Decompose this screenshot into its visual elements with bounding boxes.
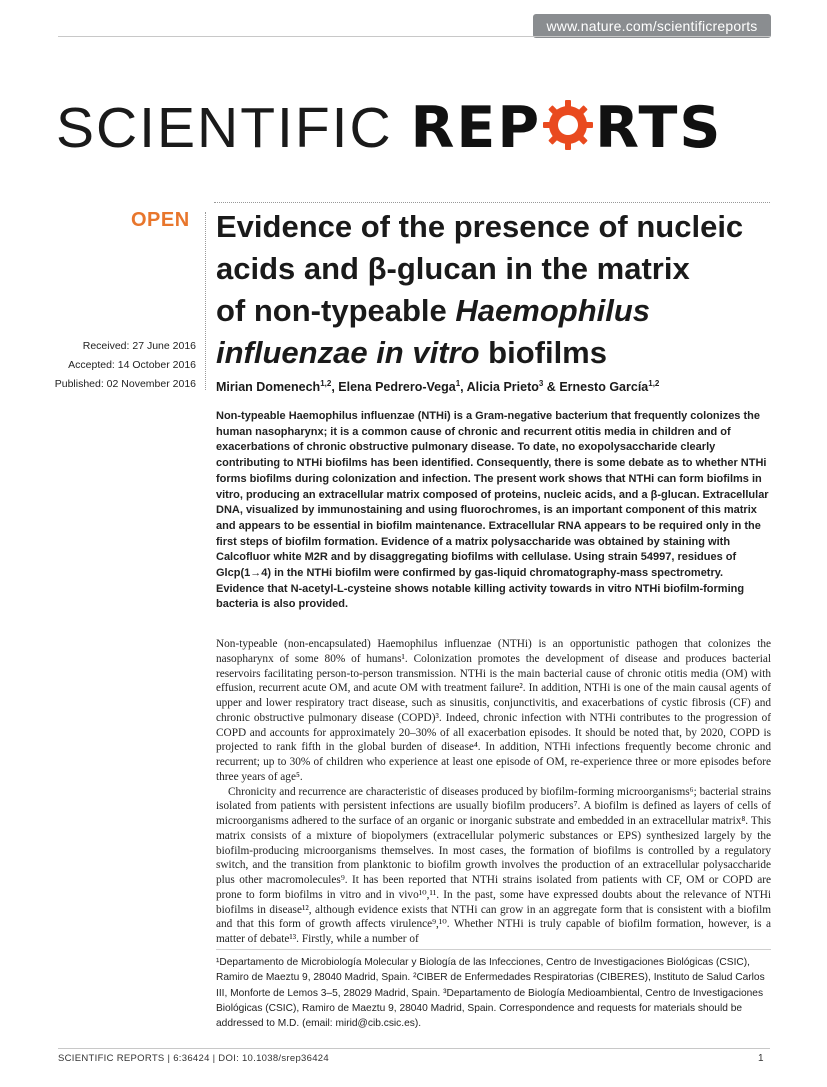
published-date: Published: 02 November 2016 [54, 378, 196, 390]
footer-citation: SCIENTIFIC REPORTS | 6:36424 | DOI: 10.1038/srep36424 [58, 1053, 329, 1064]
page-number: 1 [758, 1053, 764, 1064]
masthead-rts: RTS [595, 95, 723, 161]
author[interactable]: Alicia Prieto$^3$ [466, 379, 544, 395]
sidebar-dotted-rule [205, 212, 206, 390]
open-access-label: OPEN [131, 209, 190, 231]
title-line: influenzae in vitro biofilms [216, 335, 607, 370]
affiliations-divider [216, 949, 771, 950]
gear-icon [542, 96, 594, 148]
affiliations: ¹Departamento de Microbiología Molecular y Biología de las Infecciones, Centro de Investigaciones Biológicas (CSIC), Ramiro de Maeztu 9, 28040 Madrid, Spain. ²CIBER de Enfermedades Respiratorias (CIBERES), Instituto de Salud Carlos III, Monforte de Lemos 3–5, 28029 Madrid, Spain. ³Departamento de Biología Medioambiental, Centro de Investigaciones Biológicas (CSIC), Ramiro de Maeztu 9, 28040 Madrid, Spain. Correspondence and requests for materials should be addressed to M.D. (email: mirid@cib.csic.es). [216, 957, 765, 1030]
body-paragraph: Chronicity and recurrence are characteristic of diseases produced by biofilm-forming microorganisms⁶; bacterial strains isolated from patients with persistent infections are usually biofilm producers⁷. A biofilm is defined as layers of cells of microorganisms adhered to the surface of an organic or inorganic substrate and embedded in an extracellular matrix⁸. This matrix consists of a mixture of biopolymers (extracellular polymeric substances or EPS) synthesized largely by the biofilm-producing microorganisms themselves. In most cases, the formation of biofilms is controlled by a regulatory switch, and the transition from planktonic to biofilm growth involves the production of an extracellular polysaccharide plus other macromolecules⁹. It has been reported that NTHi strains isolated from patients with CF, OM or COPD are prone to form biofilms in vitro and in vivo¹⁰,¹¹. In the past, some have expressed doubts about the relevance of NTHi biofilms in disease¹², although evidence exists that NTHi can grow in an aggregate form that is consistent with a biofilm and that this form of growth affects virulence⁹,¹⁰. Whether NTHi is truly capable of biofilm formation, however, is a matter of debate¹³. Firstly, while a number of [216, 785, 771, 945]
title-line: Evidence of the presence of nucleic [216, 209, 744, 244]
body-paragraph: Non-typeable (non-encapsulated) Haemophilus influenzae (NTHi) is an opportunistic pathogen that colonizes the nasopharynx of some 80% of humans¹. Colonization promotes the development of disease and produces bacterial reservoirs facilitating person-to-person transmission. NTHi is the main bacterial cause of chronic otitis media (OM) with effusion, recurrent acute OM, and acute OM with treatment failure². In addition, NTHi is one of the main causal agents of upper and lower respiratory tract disease, such as sinusitis, conjunctivitis, and exacerbations of cystic fibrosis (CF) and chronic obstructive pulmonary disease (COPD)³. Indeed, chronic infection with NTHi contributes to the progression of COPD and accounts for approximately 20–30% of all exacerbation episodes. It should be noted that, by 2020, COPD is projected to rank fifth in the global burden of disease⁴. In addition, NTHi infections frequently become chronic and recurrent; up to 30% of children who experience at least one episode of OM, re-experience three or more episodes before three years of age⁵. [216, 638, 771, 783]
body-text [216, 637, 771, 947]
abstract: Non-typeable Haemophilus influenzae (NTHi) is a Gram-negative bacterium that frequently colonizes the human nasopharynx; it is a common cause of chronic and recurrent otitis media in children and of exacerbations of chronic obstructive pulmonary disease. To date, no exopolysaccharide clearly contributing to NTHi biofilms has been identified. Consequently, there is some debate as to whether NTHi forms biofilms during colonization and infection. The present work shows that NTHi can form biofilms in vitro, producing an extracellular matrix composed of proteins, nucleic acids, and a β-glucan. Extracellular DNA, visualized by immunostaining and using fluorochromes, is an important component of this matrix and appears to be essential in biofilm maintenance. Extracellular RNA appears to be required only in the first steps of biofilm formation. Evidence of a matrix polysaccharide was obtained by staining with Calcofluor white M2R and by disaggregating biofilms with cellulase. Using strain 54997, residues of Glcp(1→4) in the NTHi biofilm were confirmed by gas-liquid chromatography-mass spectrometry. Evidence that N-acetyl-L-cysteine shows notable killing activity towards in vitro NTHi biofilm-forming bacteria is also provided. [216, 410, 769, 611]
footer-divider [58, 1048, 770, 1049]
title-dotted-rule [214, 202, 770, 203]
author-list: Mirian Domenech$^{1,2}$, Elena Pedrero-Vega$^1$, Alicia Prieto$^3$ & Ernesto García$^{1,2}$ [216, 379, 660, 395]
article-title [216, 206, 771, 374]
masthead-scientific: SCIENTIFIC [56, 96, 411, 160]
received-date: Received: 27 June 2016 [82, 340, 196, 352]
article-dates [40, 337, 196, 394]
journal-url-badge[interactable]: www.nature.com/scientificreports [533, 14, 771, 38]
author[interactable]: Elena Pedrero-Vega$^1$ [338, 379, 461, 395]
title-line: of non-typeable Haemophilus [216, 293, 651, 328]
accepted-date: Accepted: 14 October 2016 [68, 359, 196, 371]
top-divider [58, 36, 770, 37]
journal-masthead [56, 92, 776, 164]
title-line: acids and β-glucan in the matrix [216, 251, 690, 286]
author[interactable]: Ernesto García$^{1,2}$ [559, 379, 660, 395]
masthead-rep: REP [410, 95, 542, 161]
author[interactable]: Mirian Domenech$^{1,2}$ [216, 379, 332, 395]
